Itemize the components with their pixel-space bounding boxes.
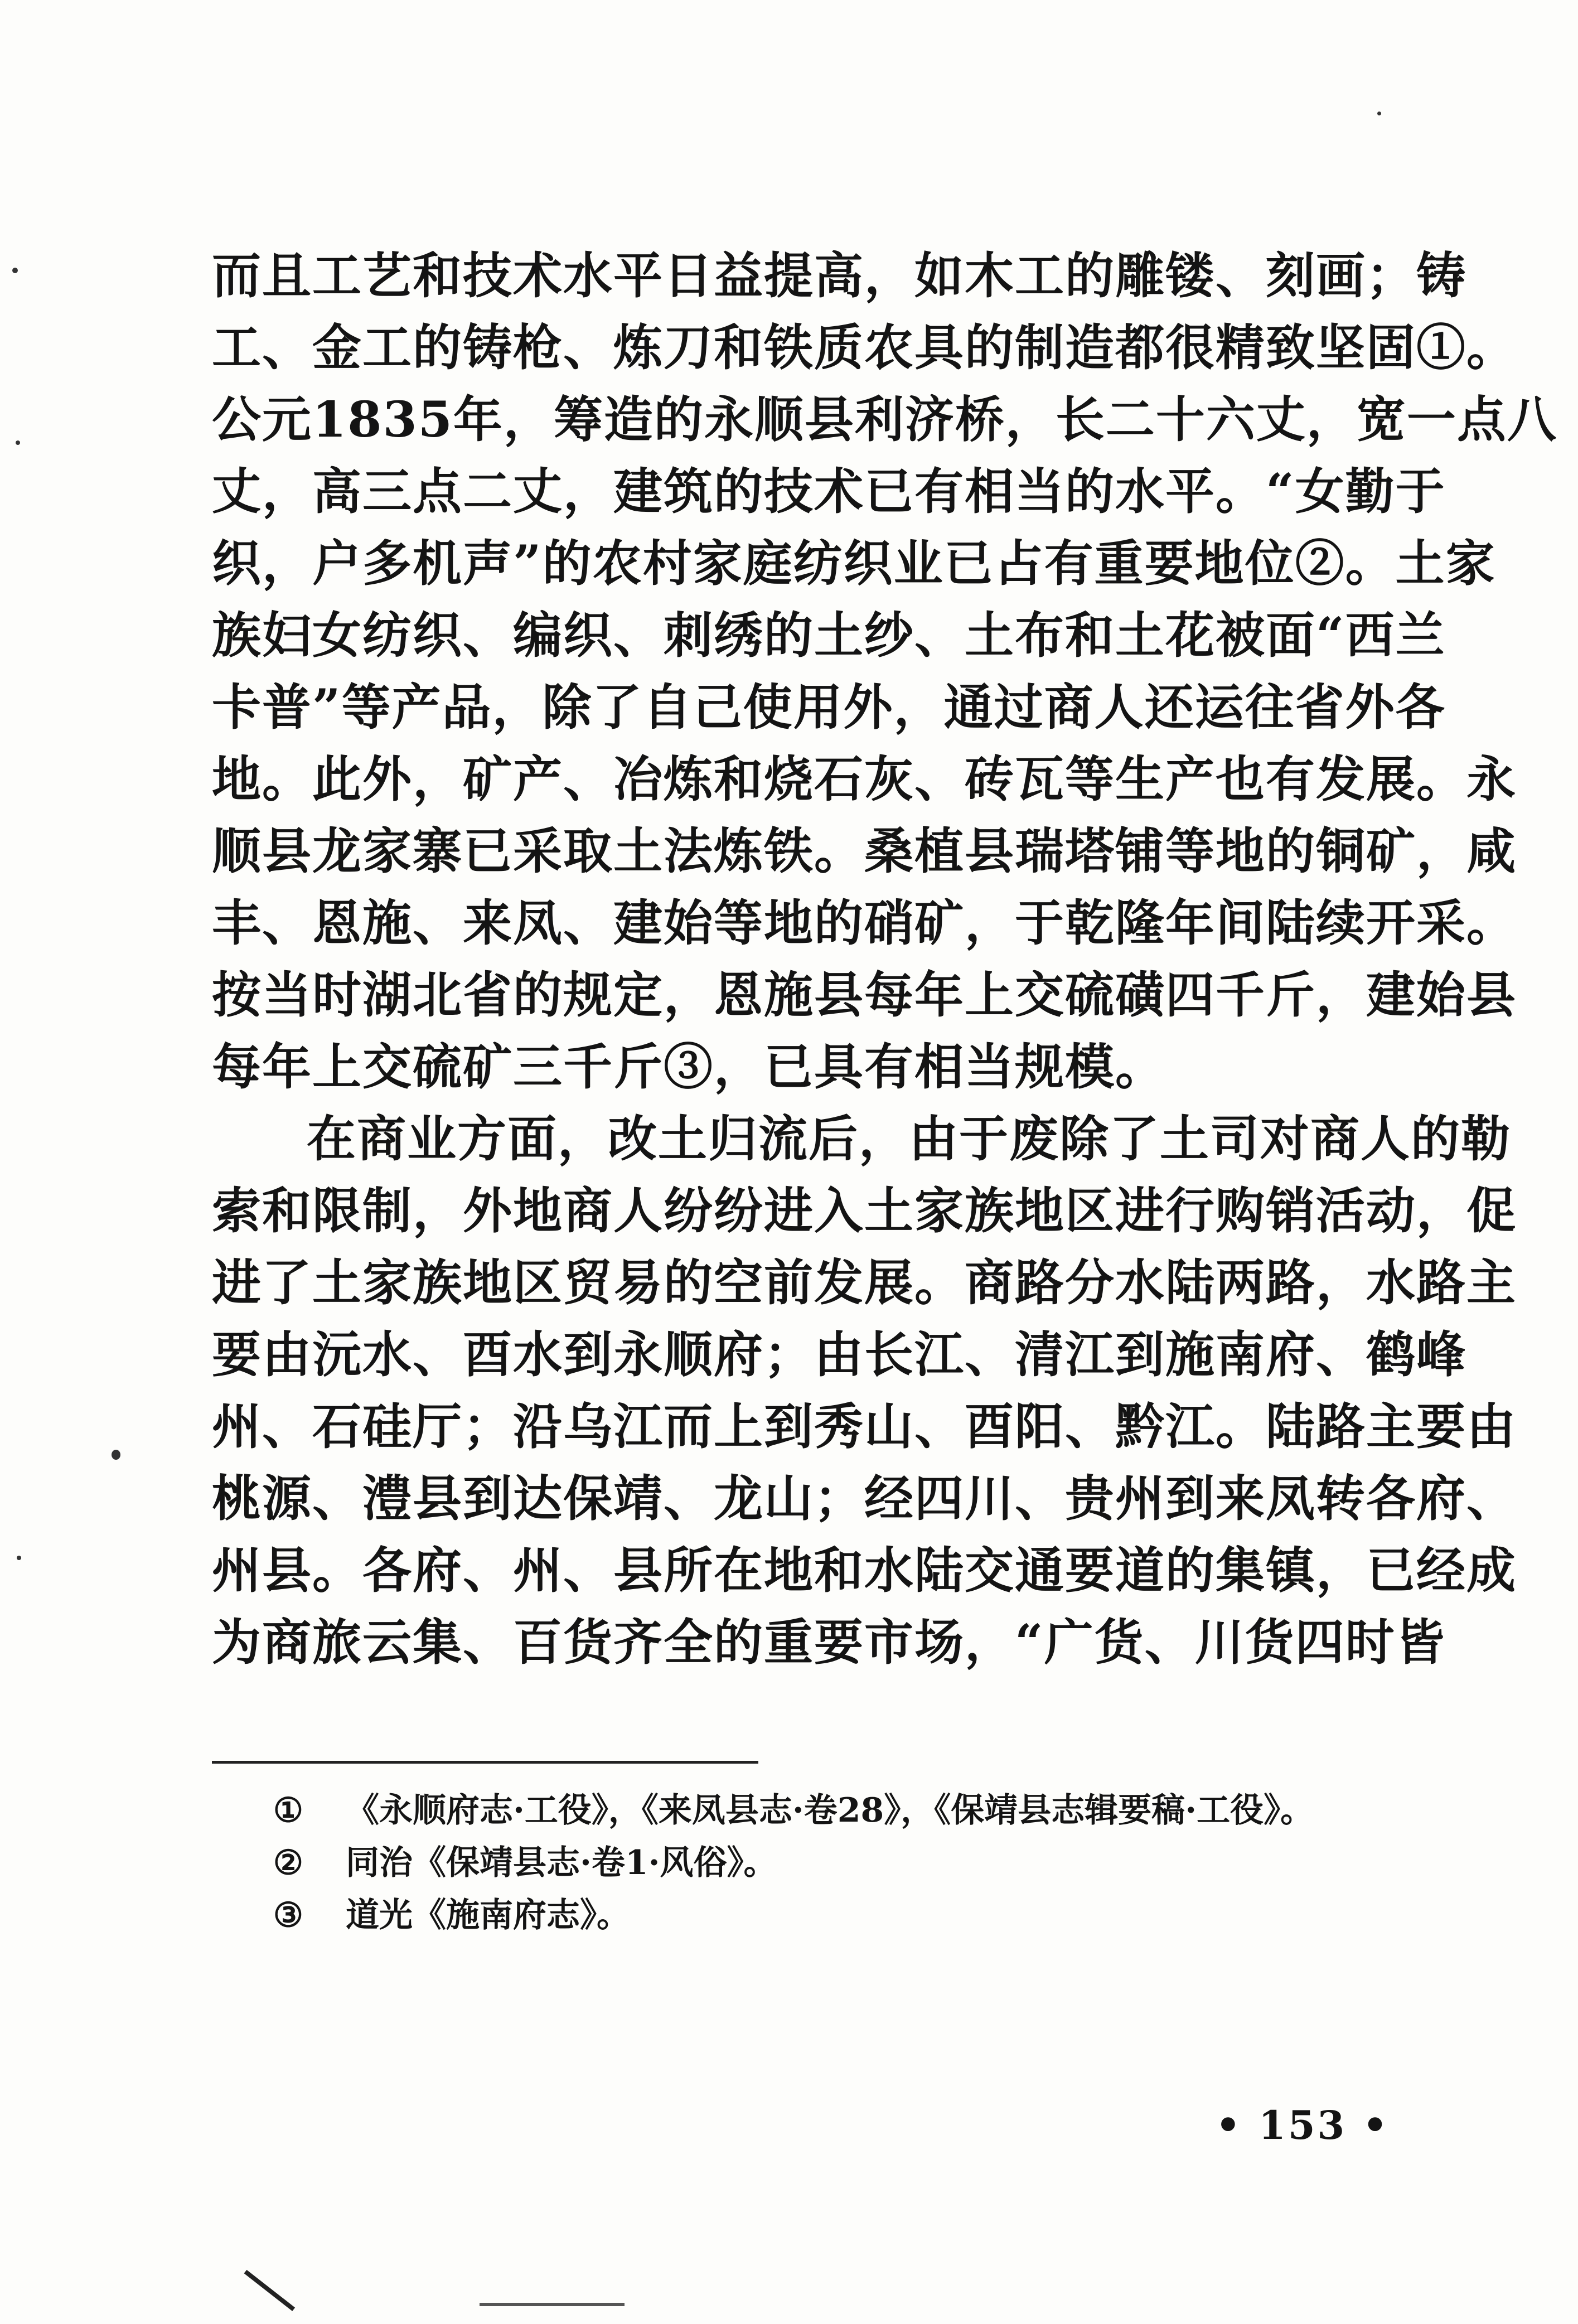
body-text	[212, 240, 1557, 1678]
footnote-text: 道光《施南府志》。	[346, 1896, 630, 1935]
text-line: 进了土家族地区贸易的空前发展。商路分水陆两路，水路主	[212, 1253, 1517, 1311]
footnote-marker: ①	[273, 1791, 303, 1830]
footnote-divider	[212, 1761, 758, 1764]
text-line: 工、金工的铸枪、炼刀和铁质农具的制造都很精致坚固①。	[212, 318, 1517, 376]
text-line: 而且工艺和技术水平日益提高，如木工的雕镂、刻画；铸	[212, 246, 1467, 304]
text-line: 索和限制，外地商人纷纷进入土家族地区进行购销活动，促	[212, 1182, 1517, 1240]
scan-speck	[1377, 112, 1381, 115]
scan-speck	[12, 268, 18, 273]
text-line: 要由沅水、酉水到永顺府；由长江、清江到施南府、鹤峰	[212, 1325, 1467, 1383]
text-line: 公元1835年，筹造的永顺县利济桥，长二十六丈，宽一点八	[212, 390, 1557, 448]
footnote-marker: ②	[273, 1843, 303, 1882]
text-line: 丰、恩施、来凤、建始等地的硝矿，于乾隆年间陆续开采。	[212, 894, 1517, 952]
text-line: 地。此外，矿产、冶炼和烧石灰、砖瓦等生产也有发展。永	[212, 750, 1517, 808]
footnotes	[273, 1784, 1444, 1941]
footnote-marker: ③	[273, 1896, 303, 1935]
text-line: 顺县龙家寨已采取土法炼铁。桑植县瑞塔铺等地的铜矿，咸	[212, 822, 1517, 880]
footnote-3	[273, 1889, 1444, 1941]
scan-edge-mark	[244, 2270, 296, 2311]
text-line: 州县。各府、州、县所在地和水陆交通要道的集镇，已经成	[212, 1541, 1517, 1599]
text-line: 族妇女纺织、编织、刺绣的土纱、土布和土花被面“西兰	[212, 606, 1446, 664]
text-line: 卡普”等产品，除了自己使用外，通过商人还运往省外各	[212, 678, 1446, 736]
text-line: 丈，高三点二丈，建筑的技术已有相当的水平。“女勤于	[212, 462, 1446, 520]
paragraph-start-line: 在商业方面，改土归流后，由于废除了土司对商人的勒	[307, 1110, 1512, 1168]
page-number: • 153 •	[1216, 2102, 1390, 2148]
text-line: 为商旅云集、百货齐全的重要市场，“广货、川货四时皆	[212, 1613, 1446, 1671]
scan-speck	[112, 1450, 120, 1460]
footnote-2	[273, 1837, 1444, 1889]
text-line: 桃源、澧县到达保靖、龙山；经四川、贵州到来凤转各府、	[212, 1469, 1517, 1527]
footnote-text: 《永顺府志·工役》，《来凤县志·卷28》，《保靖县志辑要稿·工役》。	[346, 1791, 1314, 1830]
scan-edge-mark	[480, 2303, 625, 2306]
text-line: 州、石硅厅；沿乌江而上到秀山、酉阳、黔江。陆路主要由	[212, 1397, 1517, 1455]
footnote-text: 同治《保靖县志·卷1·风俗》。	[346, 1843, 777, 1882]
text-line: 按当时湖北省的规定，恩施县每年上交硫磺四千斤，建始县	[212, 966, 1517, 1024]
scan-speck	[17, 1556, 21, 1560]
paragraph-end-line: 每年上交硫矿三千斤③，已具有相当规模。	[212, 1038, 1166, 1096]
footnote-1	[273, 1784, 1444, 1837]
scan-speck	[16, 440, 20, 445]
text-line: 织，户多机声”的农村家庭纺织业已占有重要地位②。土家	[212, 534, 1496, 592]
